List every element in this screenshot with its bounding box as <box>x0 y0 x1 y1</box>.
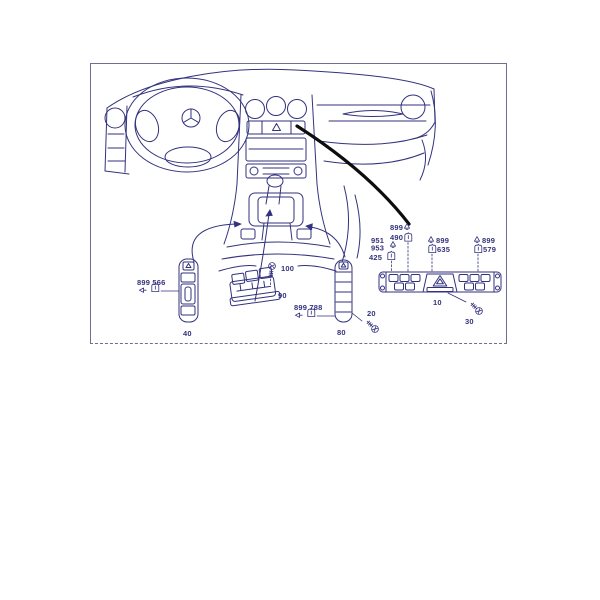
callout-number: 425 <box>369 253 383 262</box>
diagram-frame <box>90 63 507 344</box>
connector-clip-icon <box>475 244 482 252</box>
triangle-marker-icon <box>390 242 395 248</box>
plug-arrow-icon <box>139 288 146 292</box>
callout-number: 635 <box>437 245 451 254</box>
connector-clip-icon <box>429 244 436 252</box>
switch-panel-drawing <box>379 272 501 326</box>
panel-callout-3 <box>428 236 450 271</box>
screw-number-panel: 30 <box>465 317 474 326</box>
console-switch-right <box>297 229 311 239</box>
connector-clip-icon <box>388 251 395 259</box>
callout-number: 579 <box>483 245 497 254</box>
connector-clip-icon <box>405 233 412 241</box>
screw-icon <box>365 319 380 334</box>
screw-30 <box>448 293 484 326</box>
steering-wheel <box>125 78 249 172</box>
console-switch-left <box>241 229 255 239</box>
screw-icon <box>267 262 276 277</box>
left-switch-drawing <box>179 259 198 338</box>
screw-number-right: 20 <box>367 309 376 318</box>
panel-callout-4 <box>474 236 496 271</box>
plug-arrow-icon <box>295 313 302 317</box>
pointer-arrow-panel <box>297 126 409 224</box>
part-number-left-switch: 40 <box>183 329 192 338</box>
callout-number: 953 <box>371 243 385 253</box>
triangle-marker-icon <box>474 237 479 243</box>
gear-shift-knob <box>267 175 283 187</box>
callout-number: 490 <box>390 233 404 242</box>
part-number-panel: 10 <box>433 298 442 307</box>
dashboard-illustration <box>105 69 435 271</box>
part-number-right-switch: 80 <box>337 328 346 337</box>
screw-number-center: 100 <box>281 264 295 273</box>
arc-arrow-left <box>192 221 242 262</box>
right-switch-drawing <box>335 260 352 337</box>
three-pointed-star-icon <box>182 109 200 127</box>
left-switch-callout <box>137 278 179 292</box>
diagram-canvas <box>91 64 506 343</box>
part-number-center-pack: 90 <box>278 291 287 300</box>
hazard-warning-triangle-icon <box>273 124 281 131</box>
triangle-marker-icon <box>428 237 433 243</box>
right-air-vent <box>401 95 425 119</box>
callout-number: 899 <box>482 236 496 245</box>
screw-20 <box>352 309 380 334</box>
part-ref-left-switch: 899 566 <box>137 278 166 287</box>
callout-number: 899 <box>390 223 404 232</box>
center-switch-pack-drawing <box>226 262 294 306</box>
right-switch-callout <box>294 303 335 317</box>
callout-number: 899 <box>436 236 450 245</box>
screw-icon <box>469 301 484 316</box>
hazard-warning-triangle-icon <box>433 276 447 287</box>
part-ref-right-switch: 899 788 <box>294 303 323 312</box>
left-air-vent <box>105 108 125 128</box>
callout-number: 951 <box>371 236 385 245</box>
center-stack <box>237 95 317 184</box>
